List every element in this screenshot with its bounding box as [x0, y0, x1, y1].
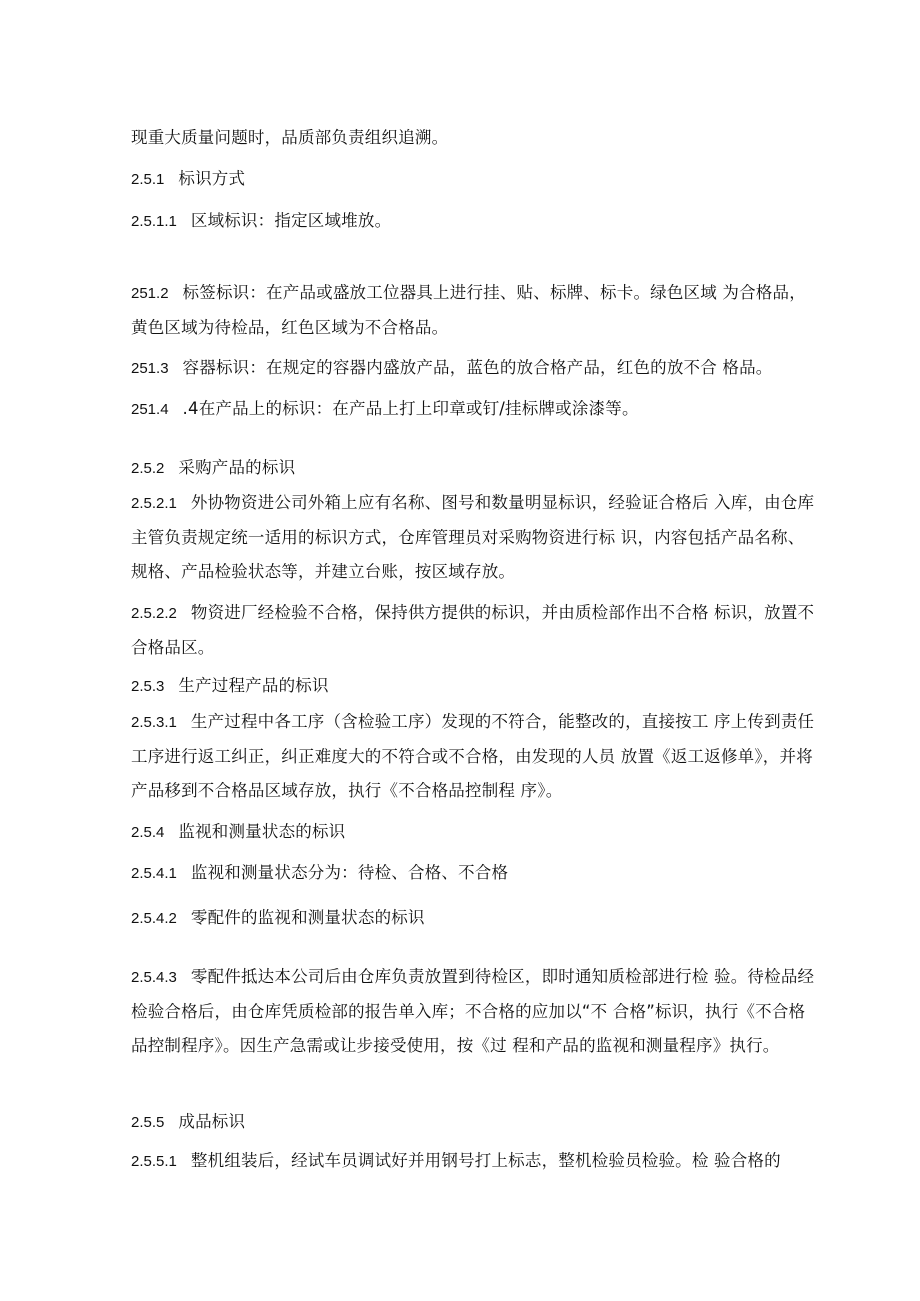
section-heading-2-5-1 — [131, 162, 821, 197]
paragraph-2-5-2-2 — [131, 596, 821, 665]
section-heading-2-5-5 — [131, 1105, 821, 1140]
section-number: 2.5.4.3 — [131, 969, 177, 986]
section-heading-2-5-2 — [131, 451, 821, 486]
section-number: 2.5.2.1 — [131, 495, 177, 512]
paragraph-text: .4在产品上的标识：在产品上打上印章或钉/挂标牌或涂漆等。 — [182, 399, 639, 418]
section-title: 生产过程产品的标识 — [178, 676, 329, 695]
section-number: 2.5.3.1 — [131, 714, 177, 731]
paragraph-text: 零配件的监视和测量状态的标识 — [190, 908, 425, 927]
paragraph-text: 监视和测量状态分为：待检、合格、不合格 — [190, 863, 509, 882]
paragraph-text: 外协物资进公司外箱上应有名称、图号和数量明显标识，经验证合格后 入库，由仓库主管负责规定统一适用的标识方式，仓库管理员对采购物资进行标 识，内容包括产品名称、规格、产品检验状态等，并建立台账，按区域存放。 — [131, 493, 815, 581]
section-number: 2.5.3 — [131, 678, 165, 695]
paragraph-2-5-4-2 — [131, 901, 821, 936]
paragraph-text: 物资进厂经检验不合格，保持供方提供的标识，并由质检部作出不合格 标识，放置不合格品区。 — [131, 603, 815, 657]
section-number: 2.5.4 — [131, 824, 165, 841]
paragraph-text: 容器标识：在规定的容器内盛放产品，蓝色的放合格产品，红色的放不合 格品。 — [182, 358, 773, 377]
section-number: 251.4 — [131, 401, 169, 418]
paragraph-2-5-1-1 — [131, 204, 821, 239]
paragraph-251-3 — [131, 351, 821, 386]
paragraph-2-5-3-1 — [131, 705, 821, 808]
paragraph-continuation — [131, 121, 821, 155]
section-title: 标识方式 — [178, 169, 246, 188]
paragraph-text: 整机组装后，经试车员调试好并用钢号打上标志，整机检验员检验。检 验合格的 — [190, 1151, 781, 1170]
section-title: 成品标识 — [178, 1112, 246, 1131]
paragraph-text: 现重大质量问题时，品质部负责组织追溯。 — [131, 128, 449, 147]
section-heading-2-5-3 — [131, 669, 821, 704]
section-number: 2.5.4.1 — [131, 865, 177, 882]
section-title: 采购产品的标识 — [178, 458, 296, 477]
section-number: 2.5.1.1 — [131, 213, 177, 230]
section-title: 监视和测量状态的标识 — [178, 822, 346, 841]
paragraph-251-2 — [131, 276, 821, 345]
section-number: 2.5.5.1 — [131, 1153, 177, 1170]
section-number: 2.5.2.2 — [131, 605, 177, 622]
paragraph-251-4 — [131, 392, 821, 427]
section-number: 251.2 — [131, 285, 169, 302]
section-number: 251.3 — [131, 360, 169, 377]
section-number: 2.5.2 — [131, 460, 165, 477]
paragraph-2-5-4-3 — [131, 960, 821, 1063]
section-number: 2.5.5 — [131, 1114, 165, 1131]
paragraph-text: 区域标识：指定区域堆放。 — [190, 211, 392, 230]
paragraph-text: 标签标识：在产品或盛放工位器具上进行挂、贴、标牌、标卡。绿色区域 为合格品，黄色区域为待检品，红色区域为不合格品。 — [131, 283, 806, 337]
paragraph-text: 生产过程中各工序（含检验工序）发现的不符合，能整改的，直接按工 序上传到责任工序进行返工纠正，纠正难度大的不符合或不合格，由发现的人员 放置《返工返修单》，并将产品移到不合格品区域存放，执行《不合格品控制程 序》。 — [131, 712, 815, 800]
paragraph-text: 零配件抵达本公司后由仓库负责放置到待检区，即时通知质检部进行检 验。待检品经检验合格后，由仓库凭质检部的报告单入库；不合格的应加以“不 合格”标识，执行《不合格品控制程序》。因生产急需或让步接受使用，按《过 程和产品的监视和测量程序》执行。 — [131, 967, 815, 1055]
paragraph-2-5-2-1 — [131, 486, 821, 589]
section-heading-2-5-4 — [131, 815, 821, 850]
paragraph-2-5-5-1 — [131, 1144, 821, 1179]
section-number: 2.5.1 — [131, 171, 165, 188]
section-number: 2.5.4.2 — [131, 910, 177, 927]
paragraph-2-5-4-1 — [131, 856, 821, 891]
